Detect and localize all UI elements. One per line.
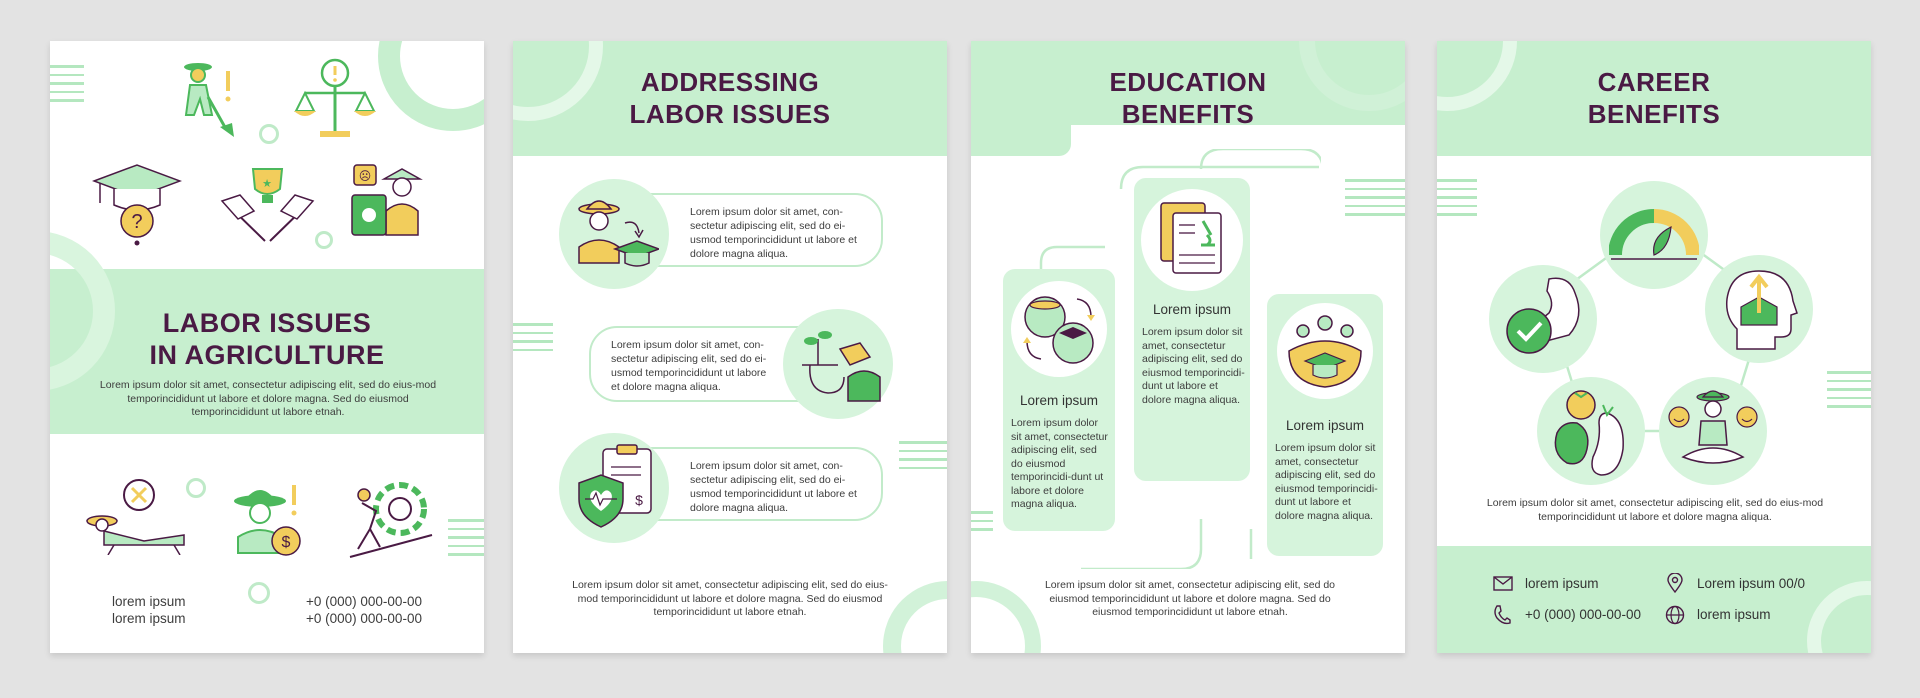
footer-phone-2: +0 (000) 000-00-00 [306, 611, 422, 626]
page-title: CAREER BENEFITS [1587, 67, 1721, 129]
decor-lines [50, 65, 84, 108]
svg-text:?: ? [131, 211, 143, 233]
farmer-money-icon [230, 479, 310, 559]
footer-phone-1: +0 (000) 000-00-00 [306, 594, 422, 609]
location-icon [1667, 573, 1683, 593]
svg-text:☹: ☹ [358, 169, 372, 183]
decor-ring [315, 231, 333, 249]
contact-phone: +0 (000) 000-00-00 [1525, 607, 1641, 622]
decor-lines [1345, 179, 1405, 222]
meditation-icon [1665, 387, 1761, 475]
brochure-page-addressing [513, 41, 947, 653]
intro-text: Lorem ipsum dolor sit amet, consectetur adipiscing elit, sed do eius-mod temporincididunt ut labore et dolore magna. Sed do eiusmod temporincididunt ut labore etnah. [99, 379, 437, 418]
farmer-shovel-icon [168, 57, 248, 142]
decor-ring [248, 582, 270, 604]
strength-check-icon [1499, 273, 1587, 363]
info-card: Lorem ipsum dolor sit amet, con-sectetur adipiscing elit, sed do ei-usmod temporincididunt ut labore et dolore magna aliqua. [583, 447, 883, 521]
page-title: EDUCATION BENEFITS [1109, 67, 1267, 129]
research-document-icon [1157, 201, 1229, 277]
benefit-column: Lorem ipsum Lorem ipsum dolor sit amet, consectetur adipiscing elit, sed do eiusmod temporincidi-dunt ut labore et dolore magna aliqua. [1267, 294, 1383, 556]
benefit-column: Lorem ipsum Lorem ipsum dolor sit amet, consectetur adipiscing elit, sed do eiusmod temporincidi-dunt ut labore et dolore magna aliqua. [1134, 178, 1250, 481]
performance-gauge-icon [1609, 201, 1699, 265]
page-title: ADDRESSING LABOR ISSUES [629, 67, 831, 129]
trophy-crossed-arms-icon [220, 165, 315, 245]
sunbathing-icon [84, 475, 194, 555]
decor-lines [1827, 371, 1871, 414]
decor-lines [448, 519, 484, 562]
benefit-column: Lorem ipsum Lorem ipsum dolor sit amet, consectetur adipiscing elit, sed do eiusmod temporincidi-dunt ut labore et dolore magna aliqua. [1003, 269, 1115, 531]
angry-worker-icon [350, 161, 430, 241]
brochure-page-education [971, 41, 1405, 653]
info-card: Lorem ipsum dolor sit amet, con-sectetur adipiscing elit, sed do ei-usmod temporincididunt ut labore et dolore magna aliqua. [583, 193, 883, 267]
summary-text: Lorem ipsum dolor sit amet, consectetur adipiscing elit, sed do eius-mod temporincididunt ut labore et dolore magna aliqua. [1486, 497, 1824, 523]
mind-growth-icon [1719, 267, 1799, 351]
decor-lines [899, 441, 947, 475]
brochure-page-labor-issues [50, 41, 484, 653]
brochure-page-career [1437, 41, 1871, 653]
footer-email-1: lorem ipsum [112, 594, 186, 609]
summary-text: Lorem ipsum dolor sit amet, consectetur adipiscing elit, sed do eius-mod temporincididunt ut labore et dolore magna. Sed do eiusmod temporincididunt ut labore etnah. [572, 579, 888, 618]
team-education-icon [1283, 311, 1367, 391]
decor-ring [259, 124, 279, 144]
svg-text:$: $ [281, 534, 291, 551]
health-insurance-icon [575, 443, 659, 531]
mail-icon [1493, 576, 1513, 591]
svg-text:$: $ [635, 492, 643, 508]
contact-email: lorem ipsum [1525, 576, 1599, 591]
phone-icon [1493, 605, 1511, 625]
contact-web: lorem ipsum [1697, 607, 1771, 622]
worker-gear-icon [346, 475, 436, 559]
info-card: Lorem ipsum dolor sit amet, con-sectetur adipiscing elit, sed do ei-usmod temporincididunt ut labore et dolore magna aliqua. [589, 326, 885, 402]
farmer-graduation-cycle-icon [1017, 287, 1101, 371]
globe-icon [1665, 605, 1685, 625]
footer-email-2: lorem ipsum [112, 611, 186, 626]
decor-arc [378, 41, 484, 131]
decor-lines [1437, 179, 1477, 222]
planting-icon [798, 321, 882, 405]
graduation-question-icon [92, 159, 182, 249]
page-title: LABOR ISSUES IN AGRICULTURE [149, 308, 385, 370]
contact-band [1437, 546, 1871, 653]
svg-text:★: ★ [262, 177, 272, 190]
decor-lines [971, 511, 993, 537]
vegetables-icon [1547, 383, 1635, 479]
summary-text: Lorem ipsum dolor sit amet, consectetur adipiscing elit, sed do eiusmod temporincididunt ut labore et dolore magna. Sed do eiusmod temporincididunt ut labore etnah. [1044, 579, 1336, 618]
farmer-education-icon [575, 193, 659, 273]
contact-location: Lorem ipsum 00/0 [1697, 576, 1806, 591]
law-scales-icon [290, 53, 380, 143]
decor-lines [513, 323, 553, 357]
